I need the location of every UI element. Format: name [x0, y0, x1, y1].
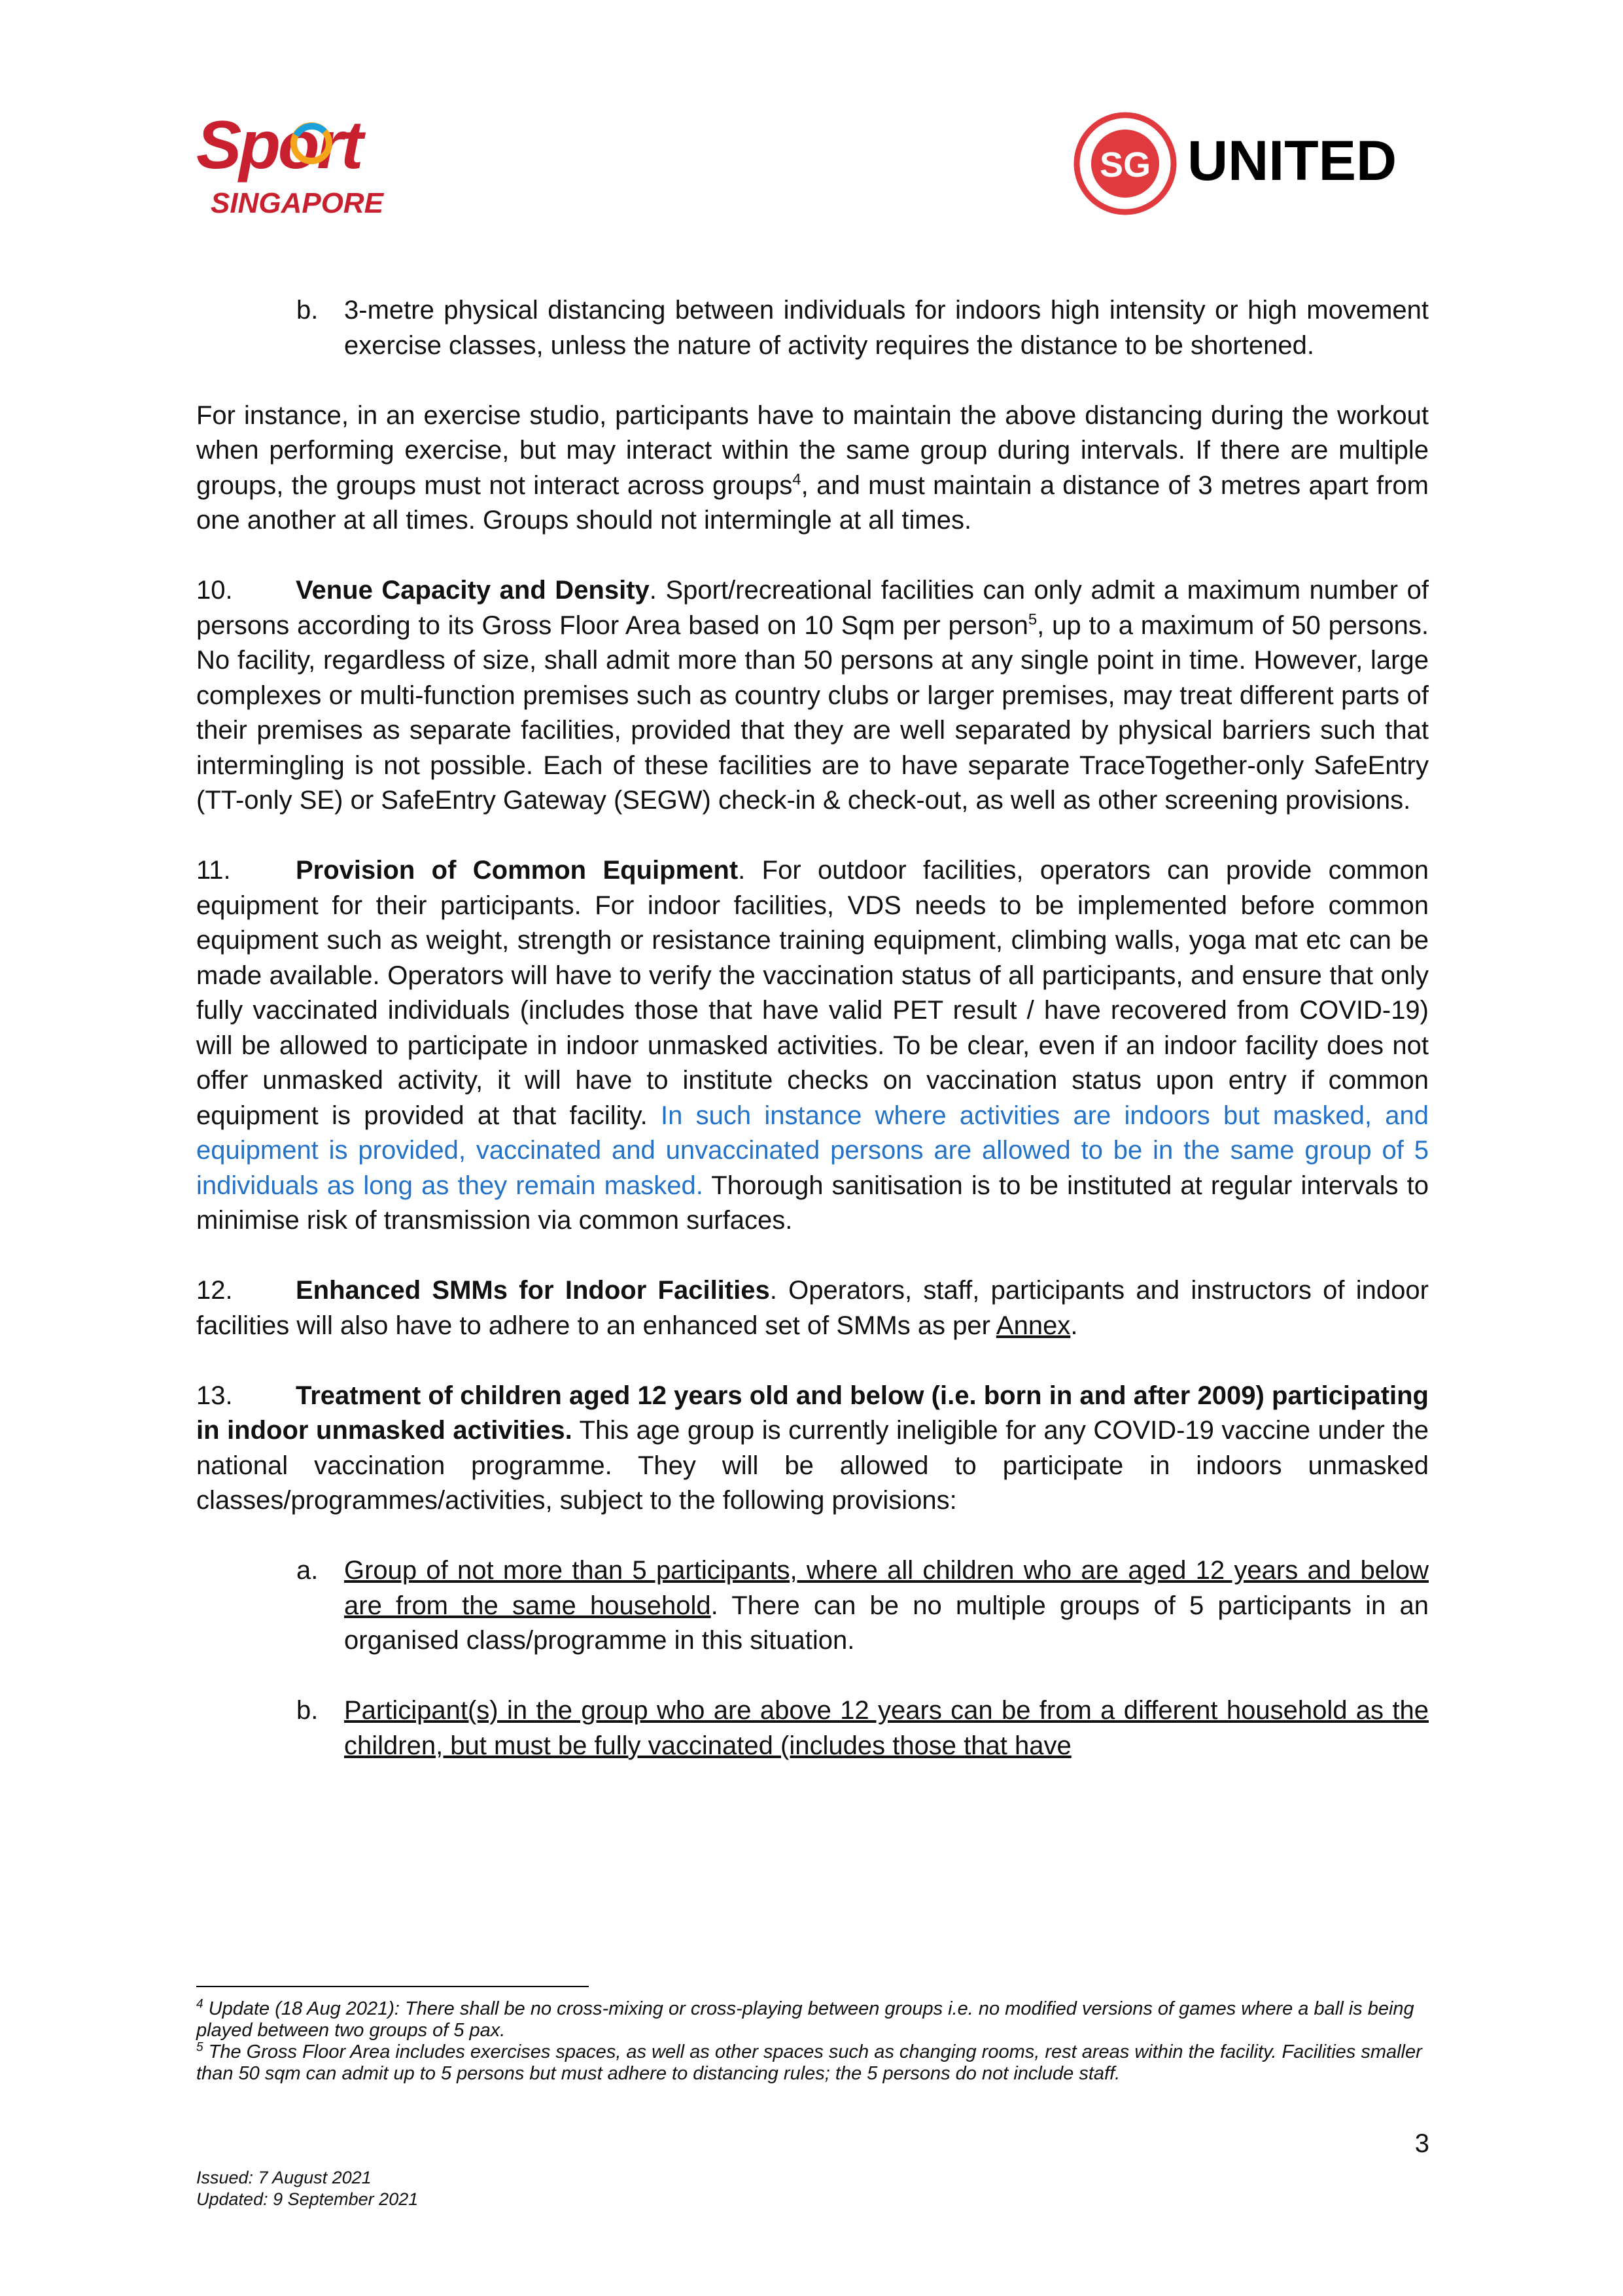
document-body	[196, 293, 1429, 1799]
section-13	[196, 1379, 1429, 1519]
issued-date: Issued: 7 August 2021	[196, 2168, 372, 2187]
footnote-ref-5[interactable]: 5	[1028, 610, 1038, 629]
paragraph-text: , and must maintain a distance of 3 metres apart from one another at all times. Groups should not intermingle at all times.	[196, 470, 1429, 535]
updated-date: Updated: 9 September 2021	[196, 2189, 419, 2209]
list-item-13b	[196, 1693, 1429, 1763]
section-text: . Sport/recreational facilities can only admit a maximum number of persons according to its Gross Floor Area based on 10 Sqm per person	[196, 576, 1429, 640]
section-text: . Operators, staff, participants and instructors of indoor facilities will also have to adhere to an enhanced set of SMMs as per	[196, 1276, 1429, 1340]
sg-badge-text: SG	[1099, 145, 1151, 185]
section-heading: Enhanced SMMs for Indoor Facilities	[296, 1276, 770, 1305]
section-heading: Provision of Common Equipment	[296, 856, 739, 885]
section-text: This age group is currently ineligible for any COVID-19 vaccine under the national vaccination programme. They will be allowed to participate in indoors unmasked classes/programmes/activities, subject to the following provisions:	[196, 1416, 1429, 1515]
sg-united-logo	[1070, 108, 1429, 219]
footnote-number: 5	[196, 2040, 203, 2055]
footnote-number: 4	[196, 1997, 203, 2011]
list-marker: b.	[296, 296, 319, 325]
list-item-13a	[196, 1553, 1429, 1659]
section-11	[196, 853, 1429, 1239]
section-text: . For outdoor facilities, operators can provide common equipment for their participants. For indoor facilities, VDS needs to be implemented before common equipment such as weight, strength or resistance training equipment, climbing walls, yoga mat etc can be made available. Operators will have to verify the vaccination status of all participants, and ensure that only fully vaccinated individuals (includes those that have valid PET result / have recovered from COVID-19) will be allowed to participate in indoor unmasked activities. To be clear, even if an indoor facility does not offer unmasked activity, it will have to institute checks on vaccination status upon entry if common equipment is provided at that facility.	[196, 856, 1429, 1130]
section-number: 11.	[196, 856, 231, 885]
footnote-text: Update (18 Aug 2021): There shall be no cross-mixing or cross-playing between groups i.e. no modified versions of games where a ball is being played between two groups of 5 pax.	[196, 1998, 1414, 2041]
punctuation: .	[1070, 1311, 1078, 1340]
sport-logo-subtitle: SINGAPORE	[211, 187, 384, 219]
section-heading: Treatment of children aged 12 years old and below (i.e. born in and after 2009) participating in indoor unmasked activities.	[196, 1381, 1429, 1445]
list-marker: b.	[296, 1696, 319, 1725]
paragraph-instance	[196, 398, 1429, 539]
highlighted-update-text: In such instance where activities are indoors but masked, and equipment is provided, vaccinated and unvaccinated persons are allowed to be in the same group of 5 individuals as long as they remain masked.	[196, 1101, 1429, 1200]
annex-link[interactable]: Annex	[996, 1311, 1071, 1340]
section-heading: Venue Capacity and Density	[296, 576, 650, 605]
list-item-text: . There can be no multiple groups of 5 participants in an organised class/programme in this situation.	[344, 1591, 1429, 1655]
page-number: 3	[1414, 2129, 1429, 2158]
footnote-4	[196, 1998, 1429, 2041]
footnotes	[196, 1998, 1429, 2085]
section-text: , up to a maximum of 50 persons. No facility, regardless of size, shall admit more than 50 persons at any single point in time. However, large complexes or multi-function premises such as country clubs or larger premises, may treat different parts of their premises as separate facilities, provided that they are well separated by physical barriers such that intermingling is not possible. Each of these facilities are to have separate TraceTogether-only SafeEntry (TT-only SE) or SafeEntry Gateway (SEGW) check-in & check-out, as well as other screening provisions.	[196, 610, 1429, 815]
section-10	[196, 573, 1429, 819]
list-item-underlined-text: Participant(s) in the group who are above 12 years can be from a different household as the children, but must be fully vaccinated (includes those that have	[344, 1696, 1429, 1760]
section-text: Thorough sanitisation is to be instituted at regular intervals to minimise risk of transmission via common surfaces.	[196, 1171, 1429, 1235]
document-dates	[196, 2167, 418, 2210]
sport-singapore-logo	[196, 108, 445, 226]
list-item-underlined-text: Group of not more than 5 participants, where all children who are aged 12 years and below are from the same household	[344, 1556, 1429, 1620]
paragraph-text: For instance, in an exercise studio, participants have to maintain the above distancing during the workout when performing exercise, but may interact within the same group during intervals. If there are multiple groups, the groups must not interact across groups	[196, 400, 1429, 500]
sg-united-wordmark: UNITED	[1187, 130, 1397, 192]
section-number: 12.	[196, 1276, 233, 1305]
footnote-text: The Gross Floor Area includes exercises spaces, as well as other spaces such as changing rooms, rest areas within the facility. Facilities smaller than 50 sqm can admit up to 5 persons but must adhere to distancing rules; the 5 persons do not include staff.	[196, 2041, 1422, 2084]
section-12	[196, 1273, 1429, 1343]
footnote-ref-4[interactable]: 4	[792, 470, 801, 489]
sport-logo-wordmark: Sport	[196, 108, 361, 183]
list-item-b	[196, 293, 1429, 363]
footnote-5	[196, 2041, 1429, 2085]
footnote-divider	[196, 1986, 589, 1987]
list-item-text: 3-metre physical distancing between individuals for indoors high intensity or high movement exercise classes, unless the nature of activity requires the distance to be shortened.	[344, 296, 1429, 360]
list-marker: a.	[296, 1556, 319, 1585]
section-number: 10.	[196, 576, 233, 605]
section-number: 13.	[196, 1381, 233, 1410]
